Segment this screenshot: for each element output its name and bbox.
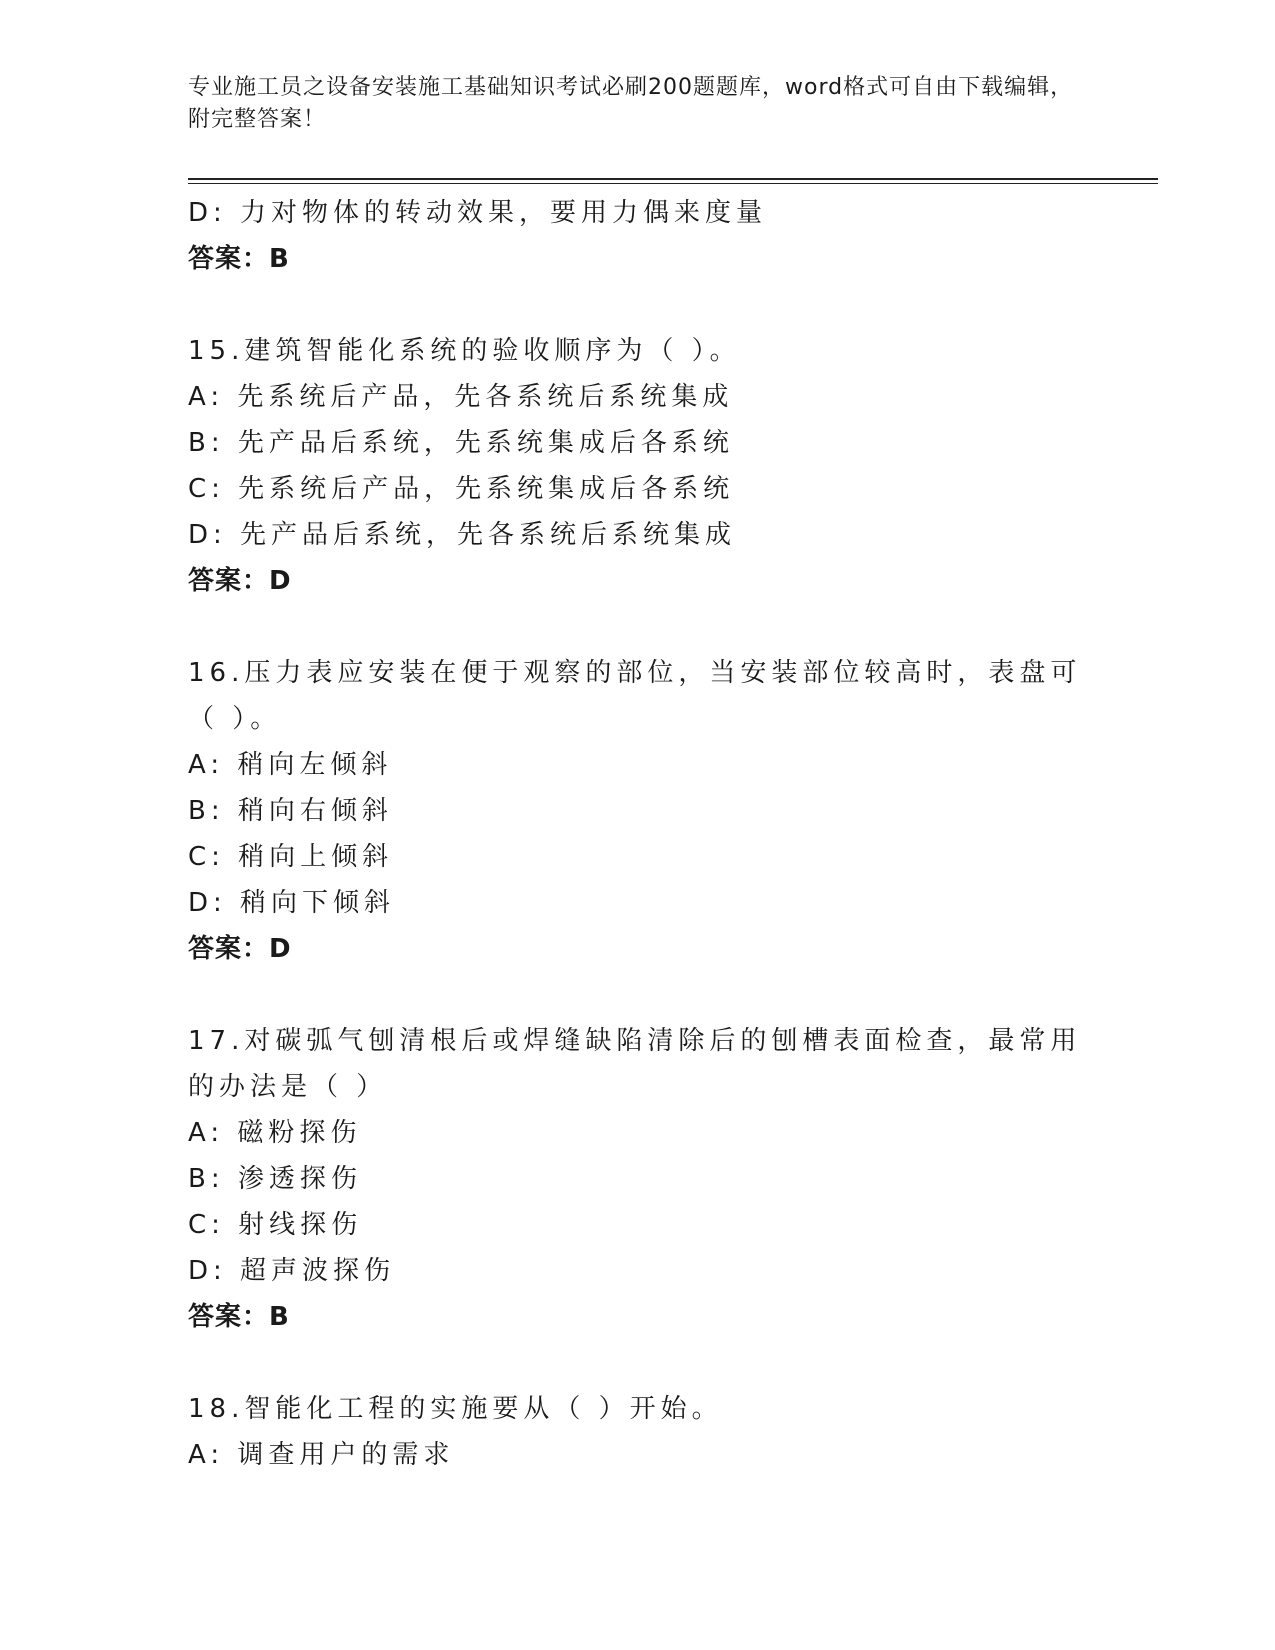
question-text: 15.建筑智能化系统的验收顺序为（ ）。 xyxy=(188,336,741,366)
answer-label: 答案：D xyxy=(188,934,292,964)
answer-label: 答案：D xyxy=(188,566,292,596)
question-text: 16.压力表应安装在便于观察的部位，当安装部位较高时，表盘可（ ）。 xyxy=(188,658,1082,734)
question-block-15 xyxy=(188,328,1088,604)
option-d: D: 先产品后系统，先各系统后系统集成 xyxy=(188,520,737,550)
header-title: 专业施工员之设备安装施工基础知识考试必刷200题题库，word格式可自由下载编辑，附完整答案！ xyxy=(188,75,1074,132)
answer-label: 答案：B xyxy=(188,1302,290,1332)
spacer xyxy=(188,604,1088,650)
option-b: B: 渗透探伤 xyxy=(188,1164,362,1194)
question-text: 18.智能化工程的实施要从（ ）开始。 xyxy=(188,1394,723,1424)
document-header xyxy=(188,72,1088,136)
option-c: C: 射线探伤 xyxy=(188,1210,363,1240)
question-block-17 xyxy=(188,1018,1088,1340)
question-block-18 xyxy=(188,1386,1088,1478)
spacer xyxy=(188,282,1088,328)
option-d: D: 超声波探伤 xyxy=(188,1256,396,1286)
option-d: D: 力对物体的转动效果，要用力偶来度量 xyxy=(188,198,768,228)
option-a: A: 稍向左倾斜 xyxy=(188,750,393,780)
header-divider-thin xyxy=(188,183,1158,184)
option-a: A: 先系统后产品，先各系统后系统集成 xyxy=(188,382,734,412)
option-d: D: 稍向下倾斜 xyxy=(188,888,396,918)
question-block-14 xyxy=(188,190,1088,282)
question-text: 17.对碳弧气刨清根后或焊缝缺陷清除后的刨槽表面检查，最常用的办法是（ ） xyxy=(188,1026,1082,1102)
option-a: A: 磁粉探伤 xyxy=(188,1118,362,1148)
option-c: C: 稍向上倾斜 xyxy=(188,842,394,872)
option-b: B: 稍向右倾斜 xyxy=(188,796,393,826)
option-c: C: 先系统后产品，先系统集成后各系统 xyxy=(188,474,735,504)
question-block-16 xyxy=(188,650,1088,972)
spacer xyxy=(188,972,1088,1018)
answer-label: 答案：B xyxy=(188,244,290,274)
header-divider-thick xyxy=(188,178,1158,180)
option-b: B: 先产品后系统，先系统集成后各系统 xyxy=(188,428,734,458)
option-a: A: 调查用户的需求 xyxy=(188,1440,455,1470)
question-list xyxy=(188,190,1088,1478)
spacer xyxy=(188,1340,1088,1386)
